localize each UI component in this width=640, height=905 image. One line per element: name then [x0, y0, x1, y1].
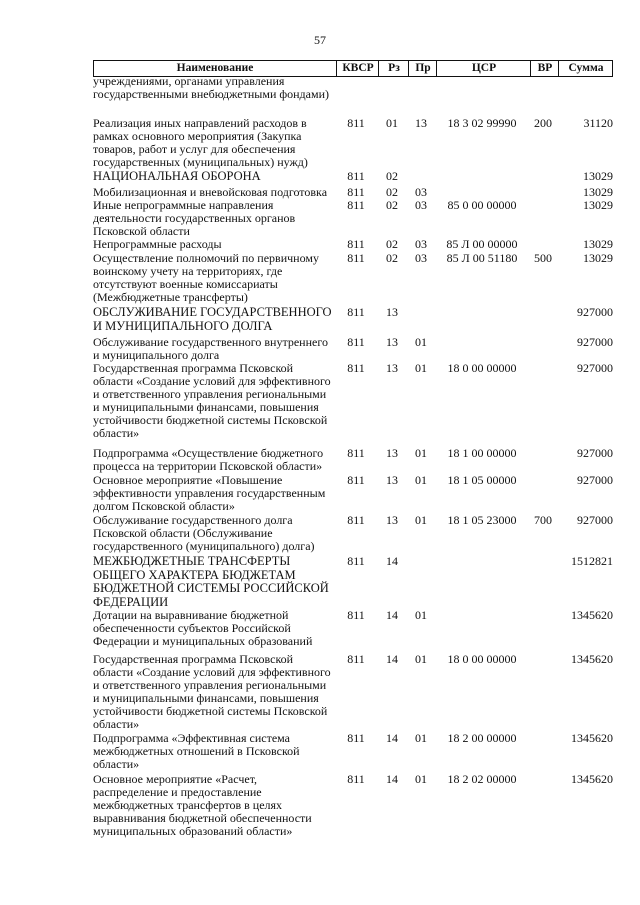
cell-csr: 18 1 00 00000 [447, 446, 517, 460]
cell-kvsr: 811 [347, 116, 365, 130]
header-csr: ЦСР [436, 61, 531, 76]
cell-pr: 03 [415, 251, 427, 265]
cell-name: Непрограммные расходы [93, 237, 222, 251]
header-kvsr: КВСР [336, 61, 379, 76]
cell-sum: 13029 [583, 198, 613, 212]
cell-pr: 01 [415, 608, 427, 622]
cell-name: Государственная программа Псковской области «Создание условий для эффективного и ответственного управления региональными и муниципальными финансами, повышения устойчивости бюджетной системы Псковской области» [93, 361, 331, 440]
cell-csr: 18 2 00 00000 [447, 731, 517, 745]
cell-name: Подпрограмма «Осуществление бюджетного процесса на территории Псковской области» [93, 446, 324, 473]
cell-csr: 18 0 00 00000 [447, 361, 517, 375]
cell-rz: 13 [386, 361, 398, 375]
cell-rz: 13 [386, 513, 398, 527]
cell-name: Государственная программа Псковской области «Создание условий для эффективного и ответственного управления региональными и муниципальными финансами, повышения устойчивости бюджетной системы Псковской области» [93, 652, 331, 731]
cell-name: Подпрограмма «Эффективная система межбюджетных отношений в Псковской области» [93, 731, 300, 771]
cell-kvsr: 811 [347, 169, 365, 183]
cell-kvsr: 811 [347, 198, 365, 212]
cell-name: Основное мероприятие «Повышение эффективности управления государственным долгом Псковской области» [93, 473, 326, 513]
header-vr: ВР [530, 61, 559, 76]
cell-kvsr: 811 [347, 473, 365, 487]
cell-rz: 02 [386, 237, 398, 251]
page-number: 57 [314, 33, 326, 47]
cell-rz: 13 [386, 305, 398, 319]
cell-kvsr: 811 [347, 335, 365, 349]
cell-pr: 01 [415, 731, 427, 745]
cell-pr: 03 [415, 237, 427, 251]
cell-sum: 927000 [577, 335, 613, 349]
cell-sum: 1345620 [571, 772, 613, 786]
cell-csr: 85 Л 00 51180 [446, 251, 518, 265]
cell-rz: 02 [386, 198, 398, 212]
cell-sum: 31120 [583, 116, 613, 130]
cell-sum: 1345620 [571, 652, 613, 666]
header-sum: Сумма [558, 61, 613, 76]
cell-pr: 13 [415, 116, 427, 130]
header-name: Наименование [176, 62, 254, 74]
cell-sum: 13029 [583, 237, 613, 251]
cell-kvsr: 811 [347, 513, 365, 527]
cell-name: НАЦИОНАЛЬНАЯ ОБОРОНА [93, 169, 261, 183]
cell-kvsr: 811 [347, 185, 365, 199]
cell-vr: 700 [534, 513, 552, 527]
cell-kvsr: 811 [347, 772, 365, 786]
cell-csr: 85 Л 00 00000 [446, 237, 518, 251]
cell-kvsr: 811 [347, 731, 365, 745]
cell-kvsr: 811 [347, 652, 365, 666]
cell-kvsr: 811 [347, 237, 365, 251]
cell-pr: 01 [415, 513, 427, 527]
cell-pr: 01 [415, 361, 427, 375]
cell-pr: 01 [415, 473, 427, 487]
cell-vr: 500 [534, 251, 552, 265]
cell-sum: 13029 [583, 251, 613, 265]
cell-kvsr: 811 [347, 305, 365, 319]
cell-rz: 14 [386, 652, 398, 666]
cell-sum: 13029 [583, 185, 613, 199]
cell-rz: 13 [386, 473, 398, 487]
cell-sum: 927000 [577, 473, 613, 487]
cell-rz: 14 [386, 608, 398, 622]
cell-name: Иные непрограммные направления деятельности государственных органов Псковской области [93, 198, 296, 238]
cell-pr: 01 [415, 335, 427, 349]
cell-sum: 927000 [577, 305, 613, 319]
cell-name: Реализация иных направлений расходов в рамках основного мероприятия (Закупка товаров, работ и услуг для обеспечения государственных (муниципальных) нужд) [93, 116, 308, 169]
cell-rz: 02 [386, 251, 398, 265]
cell-pr: 01 [415, 446, 427, 460]
cell-sum: 1345620 [571, 731, 613, 745]
cell-rz: 02 [386, 185, 398, 199]
cell-sum: 1512821 [571, 554, 613, 568]
cell-rz: 14 [386, 554, 398, 568]
cell-sum: 927000 [577, 446, 613, 460]
cell-rz: 14 [386, 772, 398, 786]
cell-name: ОБСЛУЖИВАНИЕ ГОСУДАРСТВЕННОГО И МУНИЦИПАЛЬНОГО ДОЛГА [93, 305, 332, 333]
cell-rz: 13 [386, 446, 398, 460]
header-rz: Рз [378, 61, 409, 76]
cell-kvsr: 811 [347, 446, 365, 460]
cell-sum: 1345620 [571, 608, 613, 622]
header-pr: Пр [408, 61, 437, 76]
cell-name: Обслуживание государственного внутреннего и муниципального долга [93, 335, 328, 362]
cell-rz: 02 [386, 169, 398, 183]
cell-csr: 18 2 02 00000 [447, 772, 517, 786]
cell-csr: 18 1 05 23000 [447, 513, 517, 527]
cell-name: учреждениями, органами управления государственными внебюджетными фондами) [93, 74, 330, 101]
cell-sum: 13029 [583, 169, 613, 183]
cell-vr: 200 [534, 116, 552, 130]
cell-name: МЕЖБЮДЖЕТНЫЕ ТРАНСФЕРТЫ ОБЩЕГО ХАРАКТЕРА БЮДЖЕТАМ БЮДЖЕТНОЙ СИСТЕМЫ РОССИЙСКОЙ ФЕДЕРАЦИИ [93, 554, 329, 609]
cell-rz: 13 [386, 335, 398, 349]
cell-name: Дотации на выравнивание бюджетной обеспеченности субъектов Российской Федерации и муниципальных образований [93, 608, 313, 648]
cell-name: Основное мероприятие «Расчет, распределение и предоставление межбюджетных трансфертов в целях выравнивания бюджетной обеспеченности муниципальных образований области» [93, 772, 312, 838]
cell-pr: 01 [415, 652, 427, 666]
cell-csr: 18 3 02 99990 [447, 116, 517, 130]
cell-pr: 01 [415, 772, 427, 786]
cell-name: Осуществление полномочий по первичному воинскому учету на территориях, где отсутствуют военные комиссариаты (Межбюджетные трансферты) [93, 251, 319, 304]
cell-name: Мобилизационная и вневойсковая подготовка [93, 185, 328, 199]
cell-rz: 01 [386, 116, 398, 130]
cell-kvsr: 811 [347, 251, 365, 265]
cell-sum: 927000 [577, 361, 613, 375]
cell-pr: 03 [415, 198, 427, 212]
cell-csr: 18 0 00 00000 [447, 652, 517, 666]
cell-kvsr: 811 [347, 608, 365, 622]
cell-csr: 18 1 05 00000 [447, 473, 517, 487]
cell-rz: 14 [386, 731, 398, 745]
cell-kvsr: 811 [347, 554, 365, 568]
cell-csr: 85 0 00 00000 [447, 198, 517, 212]
cell-kvsr: 811 [347, 361, 365, 375]
cell-name: Обслуживание государственного долга Псковской области (Обслуживание государственного (муниципального) долга) [93, 513, 315, 553]
cell-sum: 927000 [577, 513, 613, 527]
cell-pr: 03 [415, 185, 427, 199]
